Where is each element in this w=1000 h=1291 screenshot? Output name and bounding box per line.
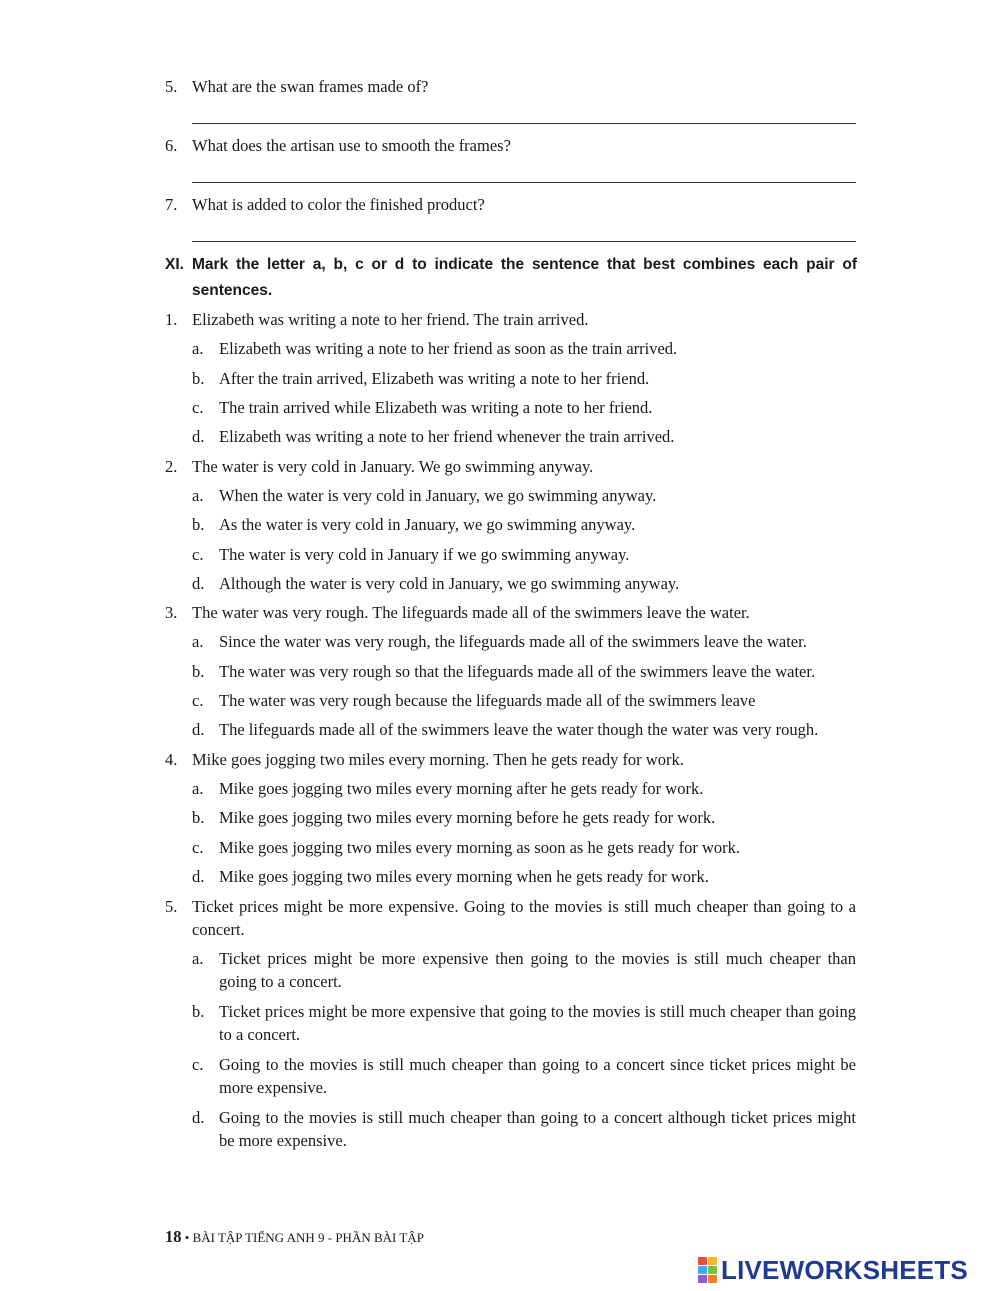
option-letter[interactable]: b. [192, 1002, 205, 1021]
option-text[interactable]: Mike goes jogging two miles every morning before he gets ready for work. [219, 808, 716, 827]
option-letter[interactable]: a. [192, 632, 204, 651]
option-text[interactable]: Since the water was very rough, the lifeguards made all of the swimmers leave the water. [219, 632, 807, 651]
option-letter[interactable]: c. [192, 398, 204, 417]
section-heading [165, 252, 857, 304]
question-number: 7. [165, 195, 178, 214]
option-letter[interactable]: c. [192, 1055, 204, 1074]
option-text[interactable]: Ticket prices might be more expensive then going to the movies is still much cheaper than going to a concert. [219, 949, 856, 991]
option-text[interactable]: The lifeguards made all of the swimmers leave the water though the water was very rough. [219, 720, 819, 739]
option-text[interactable]: The water is very cold in January if we go swimming anyway. [219, 545, 630, 564]
option-text[interactable]: Elizabeth was writing a note to her friend as soon as the train arrived. [219, 339, 678, 358]
logo-text: LIVEWORKSHEETS [721, 1254, 968, 1285]
question-text: What does the artisan use to smooth the frames? [192, 136, 511, 155]
footer-bullet: • [184, 1230, 190, 1245]
option-letter[interactable]: a. [192, 779, 204, 798]
option-letter[interactable]: d. [192, 574, 205, 593]
question-text: What are the swan frames made of? [192, 77, 429, 96]
question-text: Mike goes jogging two miles every morning. Then he gets ready for work. [192, 750, 684, 769]
option-text[interactable]: Elizabeth was writing a note to her friend whenever the train arrived. [219, 427, 675, 446]
question-number: 2. [165, 457, 178, 476]
book-title: BÀI TẬP TIẾNG ANH 9 - PHẦN BÀI TẬP [192, 1230, 424, 1245]
option-letter[interactable]: d. [192, 1108, 205, 1127]
option-letter[interactable]: b. [192, 369, 205, 388]
option-text[interactable]: Mike goes jogging two miles every morning as soon as he gets ready for work. [219, 838, 741, 857]
option-letter[interactable]: b. [192, 662, 205, 681]
logo-tile [708, 1266, 717, 1274]
question-text: Ticket prices might be more expensive. Going to the movies is still much cheaper than going to a concert. [192, 897, 856, 939]
option-text[interactable]: When the water is very cold in January, we go swimming anyway. [219, 486, 657, 505]
option-letter[interactable]: d. [192, 720, 205, 739]
logo-tile [708, 1257, 717, 1265]
logo-tile [698, 1275, 707, 1283]
question-number: 1. [165, 310, 178, 329]
option-text[interactable]: As the water is very cold in January, we go swimming anyway. [219, 515, 636, 534]
page-number: 18 [165, 1227, 182, 1246]
logo-tile [708, 1275, 717, 1283]
option-text[interactable]: The water was very rough because the lifeguards made all of the swimmers leave [219, 691, 756, 710]
option-letter[interactable]: a. [192, 486, 204, 505]
option-letter[interactable]: a. [192, 339, 204, 358]
section-title-line1: Mark the letter a, b, c or d to indicate the sentence that best combines each pair of [192, 256, 857, 273]
option-letter[interactable]: b. [192, 808, 205, 827]
option-letter[interactable]: c. [192, 838, 204, 857]
answer-line[interactable] [192, 182, 856, 183]
option-text[interactable]: Ticket prices might be more expensive that going to the movies is still much cheaper than going to a concert. [219, 1002, 856, 1044]
option-letter[interactable]: c. [192, 545, 204, 564]
option-letter[interactable]: a. [192, 949, 204, 968]
question-number: 4. [165, 750, 178, 769]
logo-tile [698, 1266, 707, 1274]
question-text: What is added to color the finished product? [192, 195, 485, 214]
option-text[interactable]: Going to the movies is still much cheaper than going to a concert since ticket prices might be more expensive. [219, 1055, 856, 1097]
option-text[interactable]: Although the water is very cold in January, we go swimming anyway. [219, 574, 680, 593]
question-number: 5. [165, 77, 178, 96]
option-text[interactable]: The train arrived while Elizabeth was writing a note to her friend. [219, 398, 653, 417]
option-letter[interactable]: b. [192, 515, 205, 534]
option-letter[interactable]: d. [192, 867, 205, 886]
section-label: XI. [165, 256, 184, 273]
option-text[interactable]: Going to the movies is still much cheaper than going to a concert although ticket prices might be more expensive. [219, 1108, 856, 1150]
question-number: 5. [165, 897, 178, 916]
section-title-line2: sentences. [192, 282, 273, 299]
liveworksheets-grid-icon [698, 1257, 717, 1283]
question-number: 6. [165, 136, 178, 155]
page-footer [165, 1227, 424, 1247]
question-text: Elizabeth was writing a note to her friend. The train arrived. [192, 310, 589, 329]
option-text[interactable]: After the train arrived, Elizabeth was writing a note to her friend. [219, 369, 650, 388]
question-number: 3. [165, 603, 178, 622]
liveworksheets-logo[interactable] [698, 1254, 968, 1285]
option-text[interactable]: Mike goes jogging two miles every morning after he gets ready for work. [219, 779, 704, 798]
option-letter[interactable]: d. [192, 427, 205, 446]
option-text[interactable]: The water was very rough so that the lifeguards made all of the swimmers leave the water. [219, 662, 816, 681]
question-text: The water is very cold in January. We go swimming anyway. [192, 457, 594, 476]
answer-line[interactable] [192, 123, 856, 124]
question-text: The water was very rough. The lifeguards made all of the swimmers leave the water. [192, 603, 750, 622]
option-letter[interactable]: c. [192, 691, 204, 710]
option-text[interactable]: Mike goes jogging two miles every morning when he gets ready for work. [219, 867, 709, 886]
logo-tile [698, 1257, 707, 1265]
answer-line[interactable] [192, 241, 856, 242]
